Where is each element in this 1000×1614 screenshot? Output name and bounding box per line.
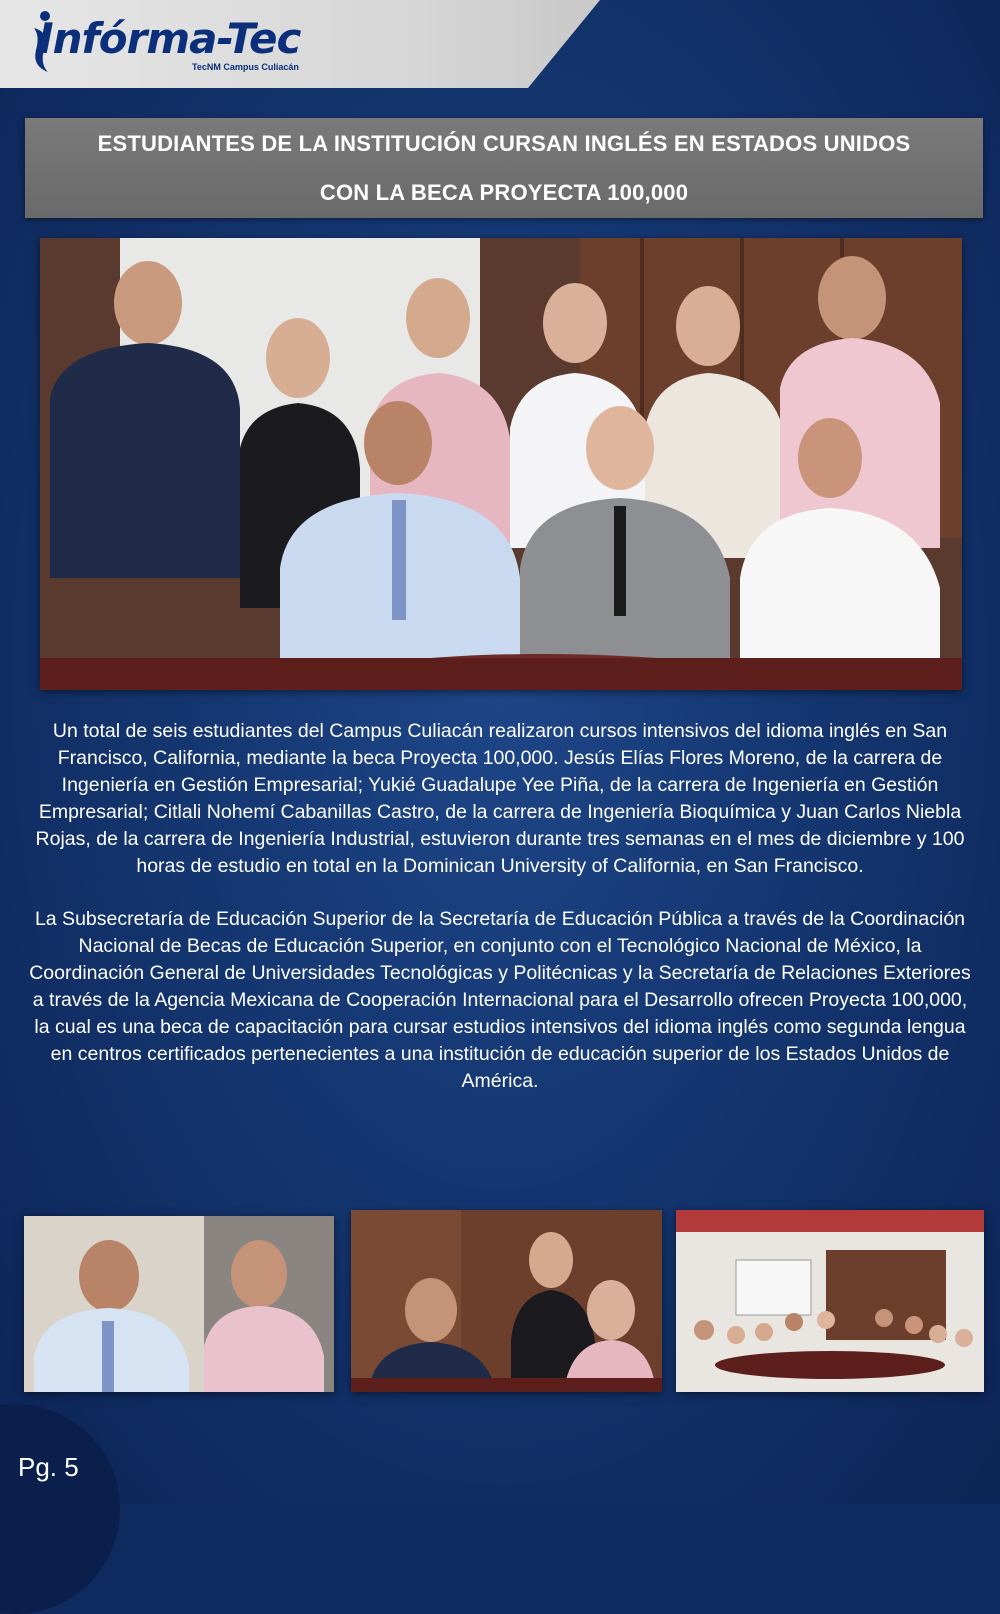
logo-subtitle: TecNM Campus Culiacán: [192, 62, 299, 72]
thumb3-illustration: [676, 1210, 984, 1392]
page-number: Pg. 5: [18, 1452, 79, 1482]
headline-line-1: ESTUDIANTES DE LA INSTITUCIÓN CURSAN INGLÉS EN ESTADOS UNIDOS: [97, 131, 911, 156]
students-chatting-photo: [351, 1210, 662, 1392]
article-paragraph-1: Un total de seis estudiantes del Campus Culiacán realizaron cursos intensivos del idioma inglés en San Francisco, California, mediante la beca Proyecta 100,000. Jesús Elías Flores Moreno, de la carrera de Ingeniería en Gestión Empresarial; Yukié Guadalupe Yee Piña, de la carrera de Ingeniería en Gestión Empresarial; Citlali Nohemí Cabanillas Castro, de la carrera de Ingeniería Bioquímica y Juan Carlos Niebla Rojas, de la carrera de Ingeniería Industrial, estuvieron durante tres semanas en el mes de diciembre y 100 horas de estudio en total en la Dominican University of California, en San Francisco.: [35, 720, 965, 877]
headline-box: [25, 118, 983, 218]
headline-line-2: CON LA BECA PROYECTA 100,000: [319, 180, 689, 205]
group-photo-illustration: [40, 238, 962, 690]
logo: [30, 8, 301, 78]
meeting-room-photo: [676, 1210, 984, 1392]
article-body: [24, 718, 976, 1121]
thumb1-illustration: [24, 1216, 334, 1392]
thumb2-illustration: [351, 1210, 662, 1392]
group-photo: [40, 238, 962, 690]
article-paragraph-2: La Subsecretaría de Educación Superior de la Secretaría de Educación Pública a través de la Coordinación Nacional de Becas de Educación Superior, en conjunto con el Tecnológico Nacional de México, la Coordinación General de Universidades Tecnológicas y Politécnicas y la Secretaría de Relaciones Exteriores a través de la Agencia Mexicana de Cooperación Internacional para el Desarrollo ofrecen Proyecta 100,000, la cual es una beca de capacitación para cursar estudios intensivos del idioma inglés como segunda lengua en centros certificados pertenecientes a una institución de educación superior de los Estados Unidos de América.: [29, 908, 971, 1092]
logo-wordmark: Infórma-Tec: [38, 14, 301, 63]
students-at-table-photo: [24, 1216, 334, 1392]
